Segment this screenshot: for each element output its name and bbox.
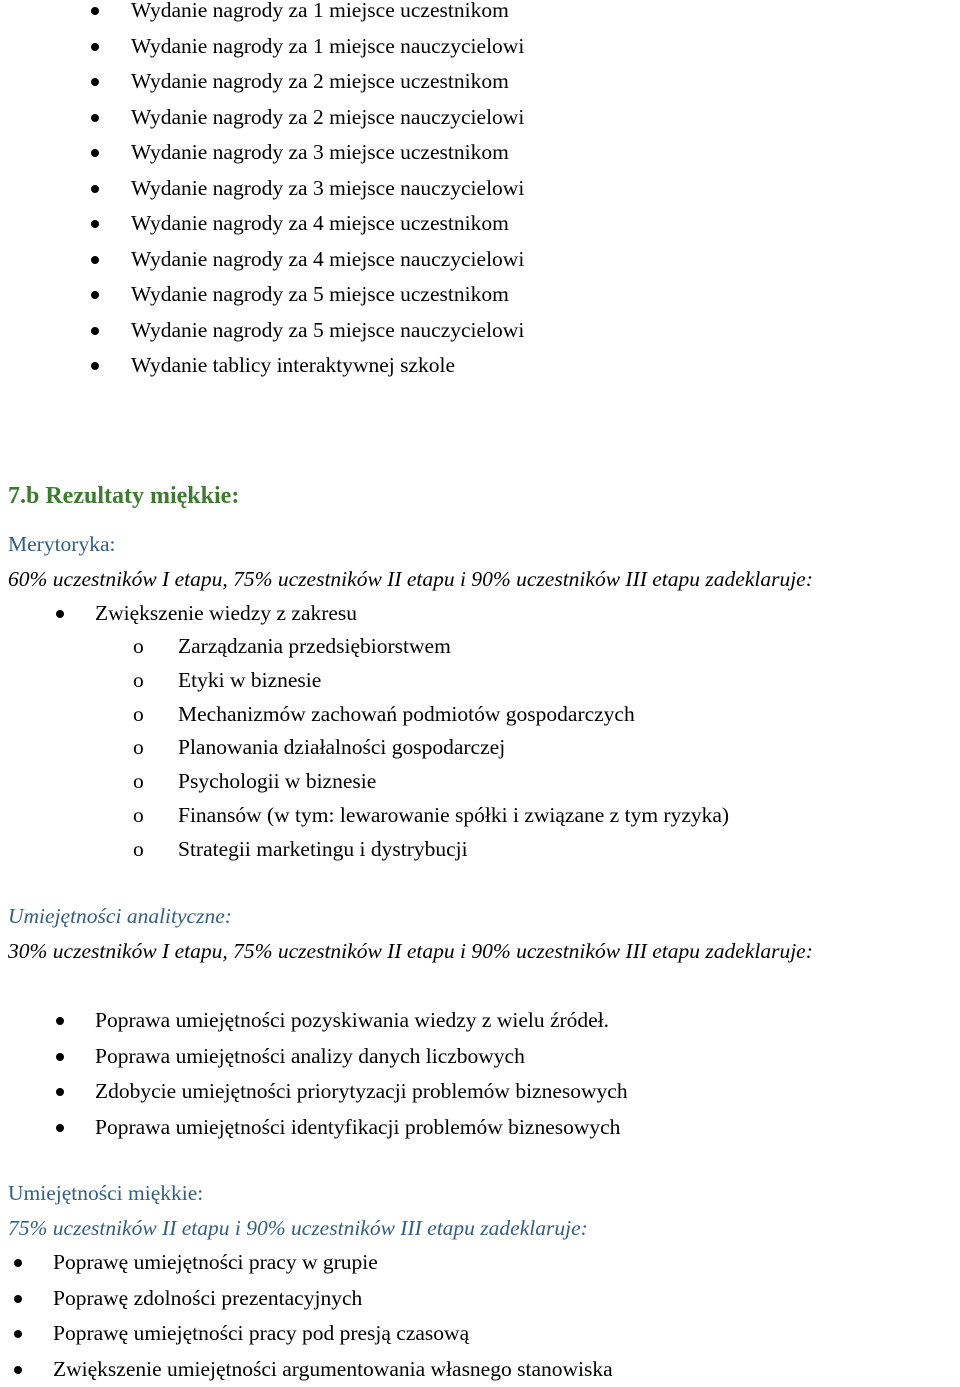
list-item-text: Wydanie nagrody za 3 miejsce nauczycielowi xyxy=(131,176,524,200)
sub-list-item-text: Mechanizmów zachowań podmiotów gospodarczych xyxy=(178,702,635,726)
list-item-text: Poprawa umiejętności pozyskiwania wiedzy z wielu źródeł. xyxy=(95,1008,609,1032)
list-item xyxy=(0,1003,628,1039)
sub-list-item xyxy=(0,765,729,799)
bullet-icon xyxy=(14,1366,22,1374)
circle-bullet-icon: o xyxy=(133,799,144,833)
bullet-icon xyxy=(56,1053,64,1061)
sub-list-item xyxy=(0,698,729,732)
sub-list-item xyxy=(0,833,729,867)
circle-bullet-icon: o xyxy=(133,833,144,867)
sub-list-item xyxy=(0,664,729,698)
list-item-text: Wydanie nagrody za 1 miejsce uczestnikom xyxy=(131,0,509,22)
merytoryka-intro: 60% uczestników I etapu, 75% uczestników II etapu i 90% uczestników III etapu zadeklaruje: xyxy=(8,562,813,596)
list-item xyxy=(0,348,524,384)
sub-list-item-text: Finansów (w tym: lewarowanie spółki i związane z tym ryzyka) xyxy=(178,803,729,827)
bullet-icon xyxy=(56,1017,64,1025)
list-item-text: Wydanie nagrody za 4 miejsce nauczycielowi xyxy=(131,247,524,271)
bullet-icon xyxy=(91,327,99,335)
miekkie-label: Umiejętności miękkie: xyxy=(8,1176,203,1210)
list-item xyxy=(0,1316,613,1352)
analityczne-label: Umiejętności analityczne: xyxy=(8,899,232,933)
awards-list xyxy=(0,0,524,384)
list-item-text: Wydanie nagrody za 2 miejsce nauczycielowi xyxy=(131,105,524,129)
list-item xyxy=(0,242,524,278)
list-item-text: Zdobycie umiejętności priorytyzacji problemów biznesowych xyxy=(95,1079,628,1103)
merytoryka-list xyxy=(0,596,357,632)
bullet-icon xyxy=(91,362,99,370)
list-item-text: Zwiększenie umiejętności argumentowania własnego stanowiska xyxy=(53,1357,613,1381)
list-item xyxy=(0,0,524,29)
bullet-icon xyxy=(91,256,99,264)
analityczne-list xyxy=(0,1003,628,1145)
list-item xyxy=(0,29,524,65)
list-item-text: Wydanie nagrody za 3 miejsce uczestnikom xyxy=(131,140,509,164)
list-item xyxy=(0,1245,613,1281)
sub-list-item-text: Zarządzania przedsiębiorstwem xyxy=(178,634,451,658)
bullet-icon xyxy=(91,7,99,15)
list-item xyxy=(0,313,524,349)
list-item-text: Poprawę umiejętności pracy w grupie xyxy=(53,1250,378,1274)
list-item-text: Poprawa umiejętności identyfikacji problemów biznesowych xyxy=(95,1115,620,1139)
circle-bullet-icon: o xyxy=(133,664,144,698)
list-item xyxy=(0,1110,628,1146)
analityczne-intro: 30% uczestników I etapu, 75% uczestników II etapu i 90% uczestników III etapu zadeklaruje: xyxy=(8,934,813,968)
list-item-text: Wydanie tablicy interaktywnej szkole xyxy=(131,353,455,377)
list-item-text: Wydanie nagrody za 5 miejsce nauczycielowi xyxy=(131,318,524,342)
list-item xyxy=(0,1039,628,1075)
merytoryka-label: Merytoryka: xyxy=(8,527,115,561)
bullet-icon xyxy=(14,1295,22,1303)
sub-list-item-text: Planowania działalności gospodarczej xyxy=(178,735,505,759)
bullet-icon xyxy=(91,78,99,86)
circle-bullet-icon: o xyxy=(133,765,144,799)
list-item xyxy=(0,1074,628,1110)
bullet-icon xyxy=(91,149,99,157)
bullet-icon xyxy=(14,1259,22,1267)
sub-list-item-text: Strategii marketingu i dystrybucji xyxy=(178,837,468,861)
circle-bullet-icon: o xyxy=(133,731,144,765)
bullet-icon xyxy=(91,185,99,193)
bullet-icon xyxy=(56,1124,64,1132)
list-item-text: Poprawę umiejętności pracy pod presją czasową xyxy=(53,1321,469,1345)
sub-list-item xyxy=(0,630,729,664)
list-item xyxy=(0,277,524,313)
sub-list-item xyxy=(0,731,729,765)
sub-list-item-text: Etyki w biznesie xyxy=(178,668,321,692)
section-heading: 7.b Rezultaty miękkie: xyxy=(8,478,239,514)
bullet-icon xyxy=(56,610,64,618)
list-item-text: Wydanie nagrody za 5 miejsce uczestnikom xyxy=(131,282,509,306)
list-item xyxy=(0,171,524,207)
merytoryka-sublist xyxy=(0,630,729,867)
sub-list-item-text: Psychologii w biznesie xyxy=(178,769,376,793)
circle-bullet-icon: o xyxy=(133,698,144,732)
list-item xyxy=(0,135,524,171)
list-item-text: Wydanie nagrody za 1 miejsce nauczycielowi xyxy=(131,34,524,58)
bullet-icon xyxy=(91,291,99,299)
bullet-icon xyxy=(56,1088,64,1096)
list-item xyxy=(0,596,357,632)
list-item xyxy=(0,100,524,136)
bullet-icon xyxy=(91,220,99,228)
bullet-icon xyxy=(91,114,99,122)
bullet-icon xyxy=(91,43,99,51)
circle-bullet-icon: o xyxy=(133,630,144,664)
list-item xyxy=(0,64,524,100)
list-item xyxy=(0,1352,613,1387)
list-item-text: Poprawę zdolności prezentacyjnych xyxy=(53,1286,362,1310)
bullet-icon xyxy=(14,1330,22,1338)
list-item-text: Wydanie nagrody za 4 miejsce uczestnikom xyxy=(131,211,509,235)
miekkie-intro: 75% uczestników II etapu i 90% uczestników III etapu zadeklaruje: xyxy=(8,1211,588,1245)
list-item xyxy=(0,1281,613,1317)
sub-list-item xyxy=(0,799,729,833)
list-item-text: Wydanie nagrody za 2 miejsce uczestnikom xyxy=(131,69,509,93)
list-item-text: Zwiększenie wiedzy z zakresu xyxy=(95,601,357,625)
list-item-text: Poprawa umiejętności analizy danych liczbowych xyxy=(95,1044,525,1068)
list-item xyxy=(0,206,524,242)
miekkie-list xyxy=(0,1245,613,1387)
